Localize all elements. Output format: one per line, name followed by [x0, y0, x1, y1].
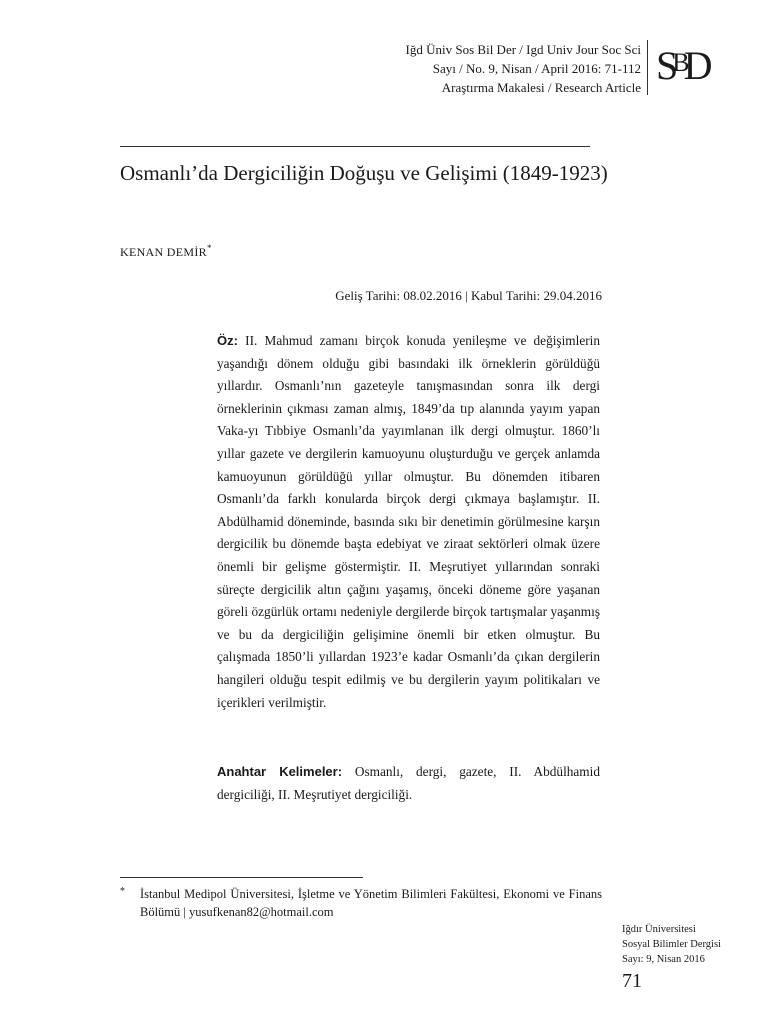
abstract-label: Öz: [217, 333, 238, 348]
journal-info [622, 922, 762, 967]
keywords-label: Anahtar Kelimeler: [217, 764, 343, 779]
header-line-1: Iğd Üniv Sos Bil Der / Igd Univ Jour Soc Sci [405, 42, 641, 57]
journal-info-line-2: Sosyal Bilimler Dergisi [622, 939, 721, 950]
title-divider [120, 146, 590, 147]
page-number: 71 [622, 970, 642, 992]
abstract [217, 330, 600, 714]
journal-info-line-3: Sayı: 9, Nisan 2016 [622, 954, 705, 965]
logo-letter-d: D [683, 43, 707, 88]
logo-letter-s: S [656, 43, 673, 88]
keywords-text: Osmanlı, dergi, gazete, II. Abdülhamid dergiciliği, II. Meşrutiyet dergiciliği. [217, 764, 600, 802]
journal-header [281, 40, 641, 97]
keywords [217, 761, 600, 806]
header-divider [647, 40, 648, 95]
abstract-text: II. Mahmud zamanı birçok konuda yenileşme ve değişimlerin yaşandığı dönem olduğu gibi basındaki ilk örneklerin görüldüğü yıllardır. Osmanlı’nın gazeteyle tanışmasından sonra ilk dergi örneklerinin çıkması zaman almış, 1849’da tıp alanında yayım yapan Vaka-yı Tıbbiye Osmanlı’da yayımlanan ilk dergi olmuştur. 1860’lı yıllar gazete ve dergilerin kamuoyunu oluşturduğu ve gerçek anlamda kamuoyunun görüldüğü yıllar olmuştur. Bu dönemden itibaren Osmanlı’da farklı konularda birçok dergi çıkmaya başlamıştır. II. Abdülhamid döneminde, basında sıkı bir denetimin görülmesine karşın dergicilik bu dönemde başta edebiyat ve ziraat sektörleri olmak üzere önemli bir gelişme göstermiştir. II. Meşrutiyet yıllarından sonraki süreçte dergicilik altın çağını yaşamış, önceki döneme göre yaşanan göreli özgürlük ortamı nedeniyle dergilerde birçok tartışmalar yaşanmış ve bu da dergiciliğin gelişimine önemli bir etken olmuştur. Bu çalışmada 1850’li yıllardan 1923’e kadar Osmanlı’da çıkan dergilerin hangileri olduğu tespit edilmiş ve bu dergilerin yayım politikaları ve içerikleri verilmiştir. [217, 333, 600, 710]
footnote-mark: * [120, 886, 125, 897]
journal-logo [656, 44, 706, 88]
journal-info-line-1: Iğdır Üniversitesi [622, 924, 696, 935]
footnote-text: İstanbul Medipol Üniversitesi, İşletme ve Yönetim Bilimleri Fakültesi, Ekonomi ve Finans Bölümü | yusufkenan82@hotmail.com [140, 887, 602, 919]
footnote [120, 885, 602, 921]
author-footnote-mark: * [206, 243, 212, 253]
header-line-2: Sayı / No. 9, Nisan / April 2016: 71-112 [432, 61, 641, 76]
logo-letter-b: B [672, 48, 684, 77]
author-name [120, 243, 212, 260]
footnote-divider [120, 877, 363, 878]
header-line-3: Araştırma Makalesi / Research Article [441, 80, 641, 95]
article-title: Osmanlı’da Dergiciliğin Doğuşu ve Gelişimi (1849-1923) [120, 161, 608, 185]
submission-dates: Geliş Tarihi: 08.02.2016 | Kabul Tarihi: 29.04.2016 [335, 288, 602, 303]
author-text: KENAN DEMİR [120, 245, 207, 259]
